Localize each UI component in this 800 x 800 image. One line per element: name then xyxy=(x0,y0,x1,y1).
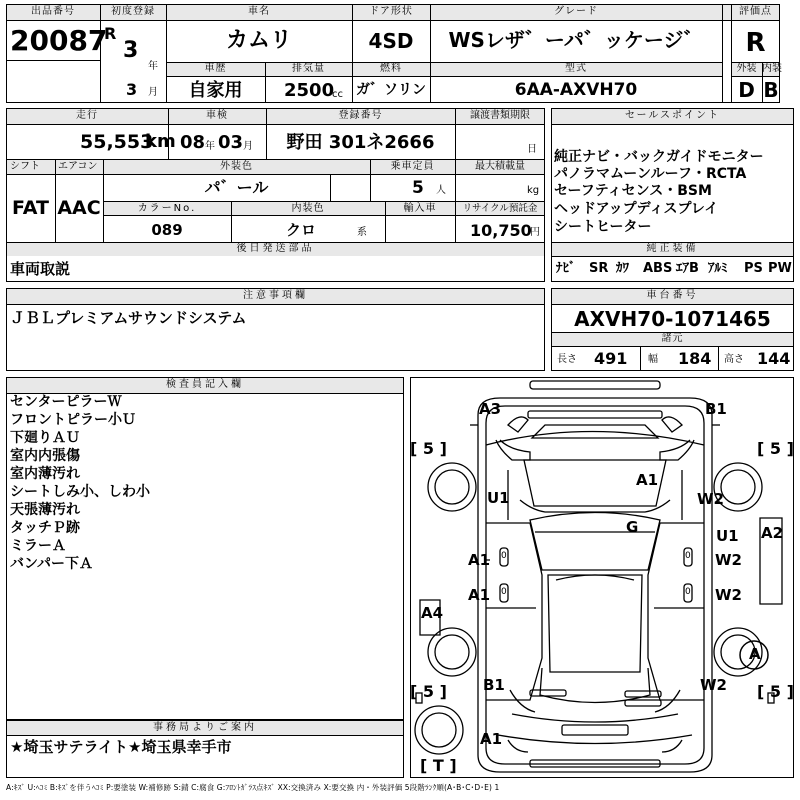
exterior-score: D xyxy=(738,78,755,102)
inspection-month-unit: 月 xyxy=(243,141,253,152)
length-value: 491 xyxy=(594,349,628,368)
fuel: ガ゛ソリン xyxy=(356,82,426,98)
equipment-item: PW xyxy=(768,261,792,276)
mileage: 55,553 xyxy=(80,131,154,153)
car-name: カムリ xyxy=(225,28,292,53)
damage-label: W2 xyxy=(715,551,742,569)
displacement-unit: cc xyxy=(332,89,343,100)
sales-point: ヘッドアップディスプレイ xyxy=(554,201,719,217)
damage-label: W2 xyxy=(697,490,724,508)
damage-label: A xyxy=(749,645,761,663)
inspector-line: ミラーＡ xyxy=(10,538,66,554)
tire-mark-bl: [ 5 ] xyxy=(410,682,447,701)
door-handle-mark: 0 xyxy=(685,587,691,597)
damage-label: A3 xyxy=(479,400,502,418)
color-no: 089 xyxy=(151,221,183,239)
first-reg-label: 初度登録 xyxy=(111,6,155,17)
notes-label: 注意事項欄 xyxy=(243,290,308,301)
lot-label: 出品番号 xyxy=(31,6,75,17)
name-label: 車名 xyxy=(248,6,270,17)
inspector-line: 室内薄汚れ xyxy=(10,466,80,482)
eval-label: 評価点 xyxy=(739,6,772,17)
equipment-item: PS xyxy=(744,261,763,276)
int-color-unit: 系 xyxy=(357,227,367,238)
equipment-item: ABS xyxy=(643,261,673,276)
model: 6AA-AXVH70 xyxy=(514,80,638,100)
transfer-unit: 日 xyxy=(527,144,537,155)
damage-label: A1 xyxy=(636,471,659,489)
sales-point: シートヒーター xyxy=(554,219,652,235)
sales-point: セーフティセンス・BSM xyxy=(554,183,712,199)
reg-label: 登録番号 xyxy=(338,110,383,121)
width-value: 184 xyxy=(678,349,712,368)
inspector-label: 検査員記入欄 xyxy=(166,379,244,390)
model-label: 型式 xyxy=(565,63,587,74)
recycle: 10,750 xyxy=(470,221,532,240)
history: 自家用 xyxy=(188,80,243,101)
door-type: 4SD xyxy=(368,29,414,53)
first-reg-month-unit: 月 xyxy=(148,87,158,98)
shift: FAT xyxy=(12,197,49,219)
load-unit: kg xyxy=(527,185,540,196)
lot-number: 20087 xyxy=(10,24,108,57)
history-label: 車歴 xyxy=(204,63,227,74)
interior-score: B xyxy=(763,78,779,102)
color-no-label: カラーNo. xyxy=(137,203,197,214)
displacement: 2500 xyxy=(284,80,335,101)
equipment-item: SR xyxy=(589,261,609,276)
eval-score: R xyxy=(745,28,766,58)
damage-label: A1 xyxy=(468,551,491,569)
transfer-label: 譲渡書類期限 xyxy=(470,110,530,121)
sales-point: パノラマムーンルーフ・RCTA xyxy=(554,166,747,182)
length-label: 長さ xyxy=(557,354,577,365)
inspection-year: 08 xyxy=(180,132,206,153)
damage-label: A1 xyxy=(468,586,491,604)
chassis-label: 車台番号 xyxy=(646,290,699,301)
interior-label: 内装 xyxy=(762,63,782,74)
inspection-label: 車検 xyxy=(206,110,228,121)
later-parts-label: 後日発送部品 xyxy=(236,243,315,254)
damage-label: G xyxy=(626,518,639,536)
int-color: クロ xyxy=(285,221,316,239)
inspector-line: シートしみ小、しわ小 xyxy=(10,484,150,500)
tire-mark-tr: [ 5 ] xyxy=(757,439,794,458)
displacement-label: 排気量 xyxy=(292,63,325,74)
tire-mark-tl: [ 5 ] xyxy=(410,439,447,458)
inspector-line: 天張薄汚れ xyxy=(10,502,80,518)
color-label: 外装色 xyxy=(220,161,253,172)
grade-label: グレード xyxy=(554,6,598,17)
later-parts-value: 車両取説 xyxy=(10,260,71,278)
recycle-label: リサイクル預託金 xyxy=(462,203,538,214)
damage-label: U1 xyxy=(487,489,510,507)
inspector-line: 室内内張傷 xyxy=(10,448,80,464)
office-label: 事務局よりご案内 xyxy=(153,722,257,733)
equipment-label: 純正装備 xyxy=(646,243,699,254)
ac-label: エアコン xyxy=(58,161,98,172)
import-label: 輸入車 xyxy=(403,203,437,214)
dims-label: 諸元 xyxy=(661,333,684,344)
width-label: 幅 xyxy=(648,354,658,365)
inspector-line: センターピラーＷ xyxy=(10,394,122,410)
door-label: ドア形状 xyxy=(369,6,413,17)
inspector-line: タッチＰ跡 xyxy=(10,520,80,536)
damage-label: B1 xyxy=(483,676,505,694)
damage-label: U1 xyxy=(716,527,739,545)
inspector-line: 下廻りＡＵ xyxy=(10,430,80,446)
first-reg-year-unit: 年 xyxy=(148,61,158,72)
damage-label: A4 xyxy=(421,604,444,622)
sales-point: 純正ナビ・バックガイドモニター xyxy=(554,149,764,165)
first-reg-month: 3 xyxy=(126,80,138,99)
inspection-year-unit: 年 xyxy=(205,141,215,152)
tire-mark-spare: [ T ] xyxy=(420,756,457,775)
equipment-item: ﾅﾋﾞ xyxy=(556,261,576,276)
tire-mark-br: [ 5 ] xyxy=(757,682,794,701)
mileage-label: 走行 xyxy=(76,110,98,121)
damage-label: W2 xyxy=(700,676,727,694)
notes-value: ＪＢＬプレミアムサウンドシステム xyxy=(10,309,247,327)
grade: WSレザ゛ーパ゛ッケージ゛ xyxy=(448,28,704,52)
fuel-label: 燃料 xyxy=(380,63,402,74)
height-value: 144 xyxy=(757,349,791,368)
capacity-label: 乗車定員 xyxy=(390,161,435,172)
inspector-line: バンパー下Ａ xyxy=(10,556,94,572)
office-value: ★埼玉サテライト★埼玉県幸手市 xyxy=(10,738,232,756)
first-reg-year: 3 xyxy=(123,38,139,63)
capacity: 5 xyxy=(412,178,424,198)
inspector-line: フロントピラー小Ｕ xyxy=(10,412,136,428)
reg-number: 野田 301ネ2666 xyxy=(286,132,435,153)
recycle-unit: 円 xyxy=(530,227,540,238)
equipment-item: ｴｱB xyxy=(676,261,699,276)
inspection-month: 03 xyxy=(218,132,244,153)
chassis-number: AXVH70-1071465 xyxy=(574,307,771,331)
damage-label: A2 xyxy=(761,524,784,542)
color: パ゛ール xyxy=(204,178,269,197)
sales-label: セールスポイント xyxy=(624,110,721,121)
ac: AAC xyxy=(57,197,101,219)
int-color-label: 内装色 xyxy=(291,203,325,214)
capacity-unit: 人 xyxy=(436,185,446,196)
legend: A:ｷｽﾞ U:ﾍｺﾐ B:ｷｽﾞを伴うﾍｺﾐ P:要塗装 W:補修跡 S:錆 C:腐食 G:ﾌﾛﾝﾄｶﾞﾗｽ点ｷｽﾞ XX:交換済み X:要交換 内・外装評価 5段階ﾗﾝｸ順(A･B･C･D･E) 1 xyxy=(6,783,500,792)
equipment-item: ｶﾜ xyxy=(616,261,629,276)
door-handle-mark: 0 xyxy=(501,587,507,597)
mileage-unit: km xyxy=(145,131,176,152)
load-label: 最大積載量 xyxy=(475,161,525,172)
equipment-item: ｱﾙﾐ xyxy=(708,261,728,276)
first-reg-era: R xyxy=(104,24,117,43)
height-label: 高さ xyxy=(724,354,744,365)
door-handle-mark: 0 xyxy=(685,551,691,561)
door-handle-mark: 0 xyxy=(501,551,507,561)
shift-label: シフト xyxy=(10,161,40,172)
damage-label: B1 xyxy=(705,400,727,418)
exterior-label: 外装 xyxy=(736,63,757,74)
damage-label: A1 xyxy=(480,730,503,748)
damage-label: W2 xyxy=(715,586,742,604)
